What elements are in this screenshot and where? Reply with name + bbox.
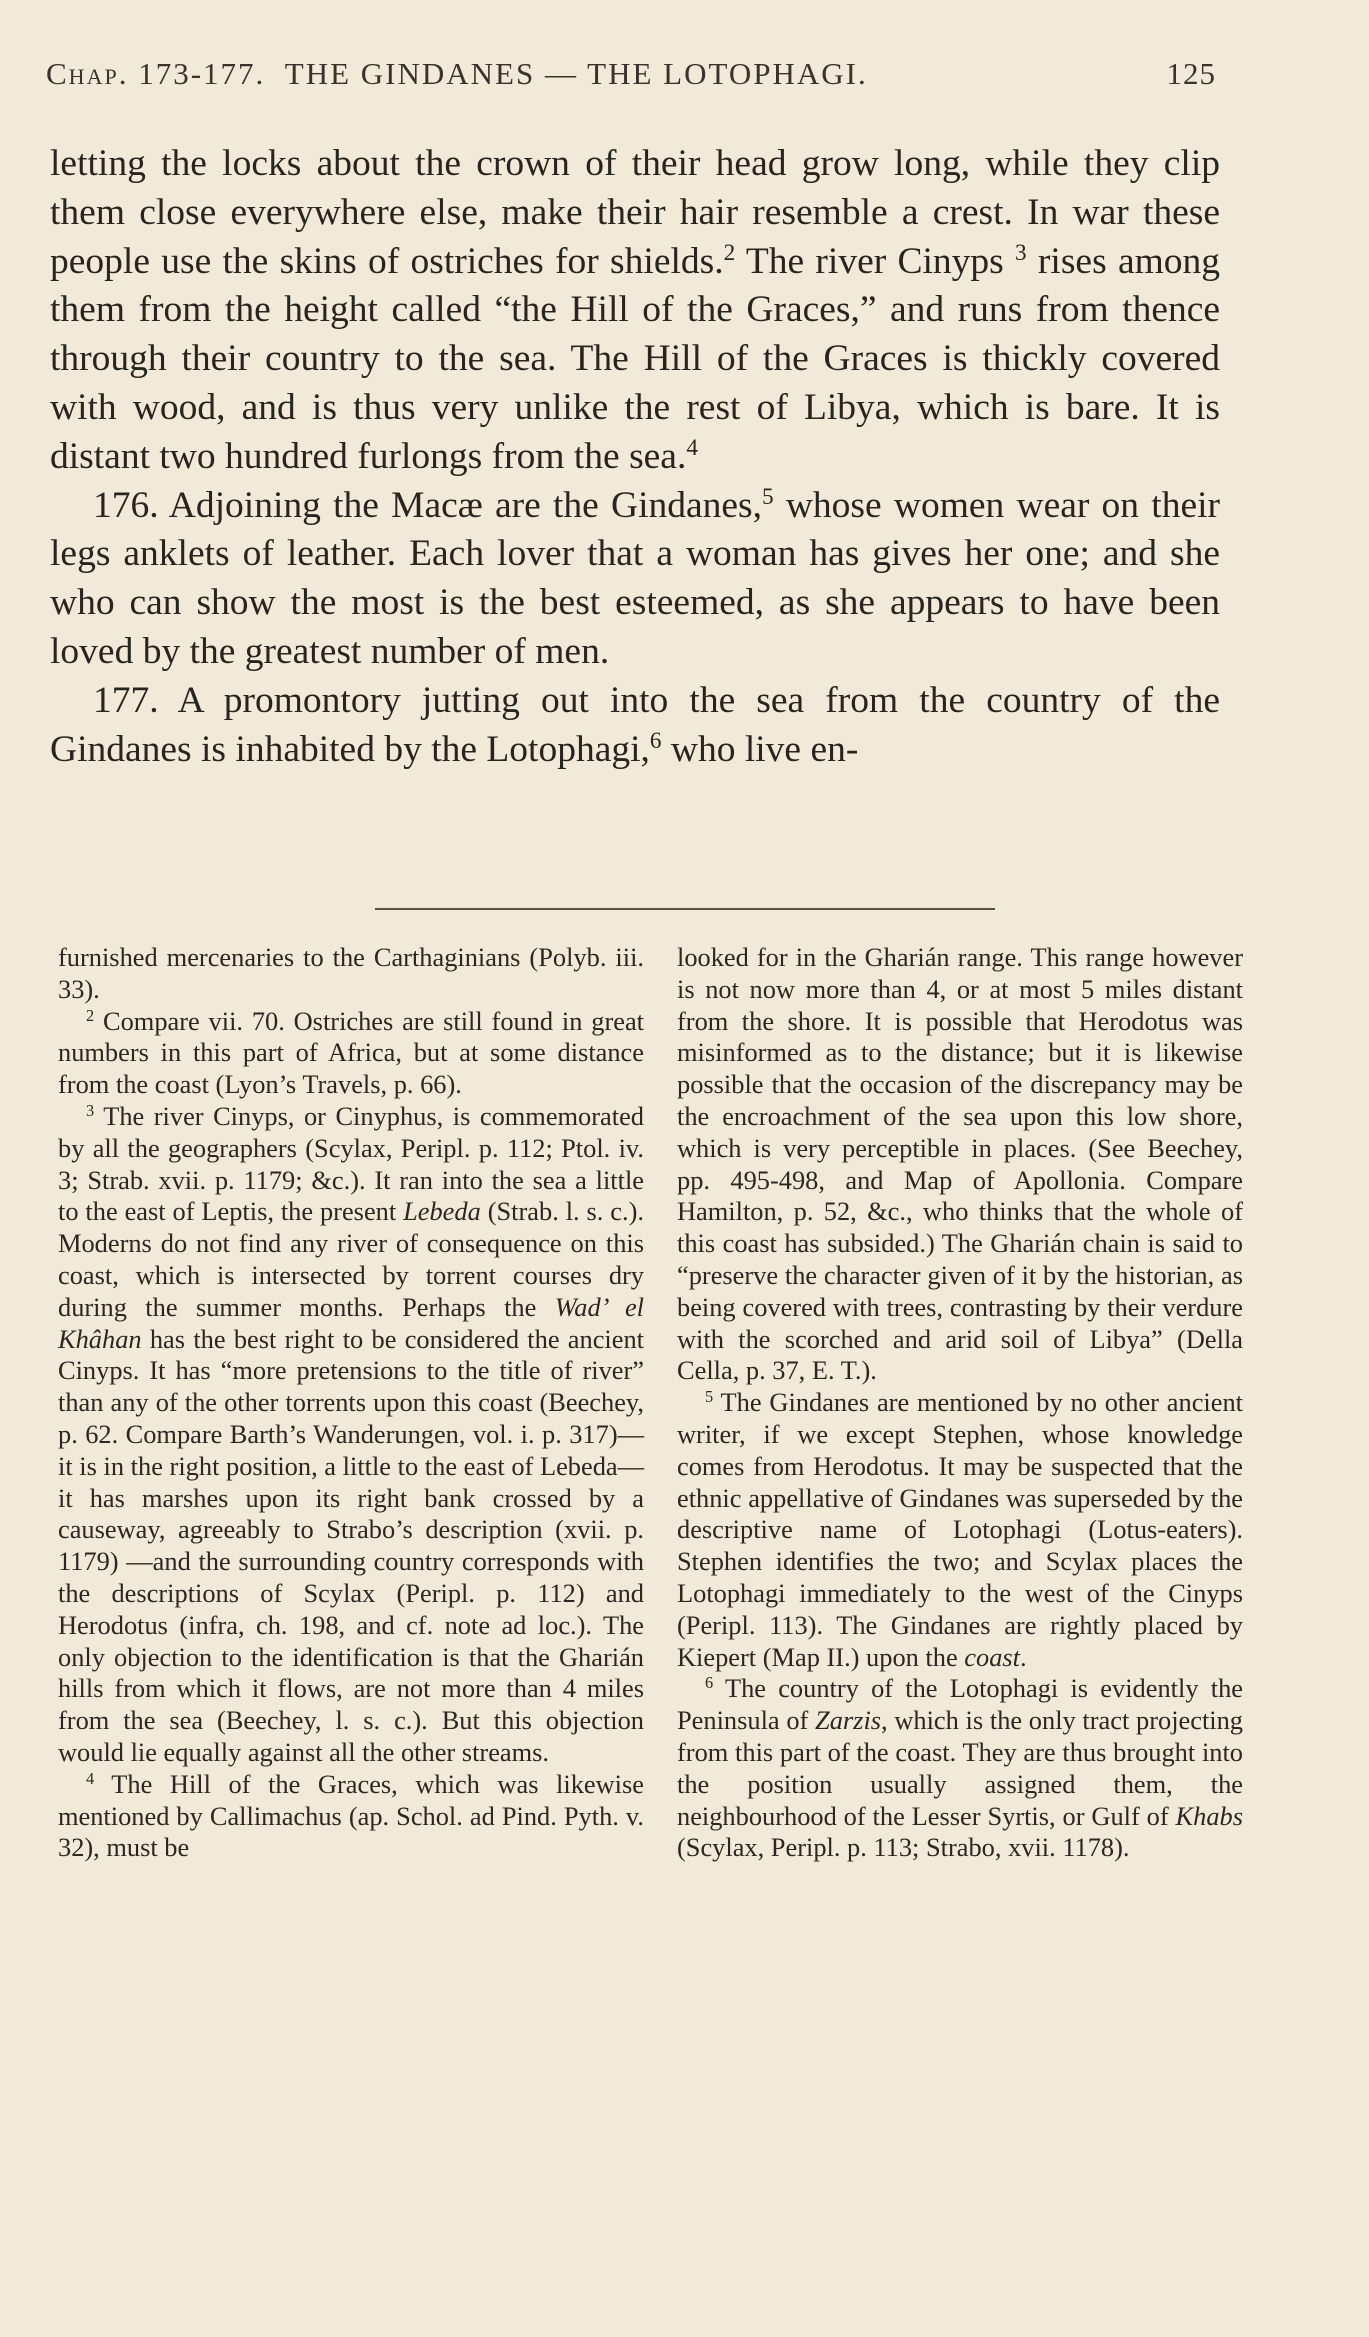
footnote-number: 2 (86, 1005, 95, 1025)
main-text-run: The river Cinyps (735, 240, 1016, 282)
chapter-reference: Chap. 173-177. (46, 56, 266, 91)
main-paragraph-1 (50, 140, 1220, 482)
footnote-number: 4 (86, 1768, 95, 1788)
footnote-text: The Gindanes are mentioned by no other ancient writer, if we except Stephen, whose knowledge comes from Herodotus. It may be suspected that the ethnic appellative of Gindanes was superseded by the descriptive name of Lotophagi (Lotus-eaters). Stephen identifies the two; and Scylax places the Lotophagi immediately to the west of the Cinyps (Peripl. 113). The Gindanes are rightly placed by Kiepert (Map II.) upon the (677, 1387, 1243, 1672)
footnote-text: The river Cinyps, or Cinyphus, is commemorated by all the geographers (Scylax, Peripl. p. 112; Ptol. iv. 3; Strab. xvii. p. 1179; &c.). It ran into the sea a little to the east of Leptis, the present (58, 1100, 644, 1227)
main-text-run: letting the locks about the crown of their head grow long, while they clip them close everywhere else, make their hair resemble a crest. In war these people use the skins of ostriches for shields. (50, 143, 1220, 282)
footnote-divider (375, 908, 995, 910)
main-paragraph-176 (50, 482, 1220, 677)
footnote-continuation: furnished mercenaries to the Carthaginians (Polyb. iii. 33). (58, 942, 644, 1004)
footnote-text: Compare vii. 70. Ostriches are still found in great numbers in this part of Africa, but at some distance from the coast (Lyon’s Travels, p. 66). (58, 1005, 644, 1100)
footnote-italic: Zarzis (815, 1705, 882, 1736)
footnote-4 (58, 1769, 644, 1864)
footnote-2 (58, 1006, 644, 1101)
footnote-continuation: looked for in the Gharián range. This range however is not now more than 4, or at most 5 miles distant from the shore. It is possible that Herodotus was misinformed as to the distance; but it is likewise possible that the occasion of the discrepancy may be the encroachment of the sea upon this low shore, which is very perceptible in places. (See Beechey, pp. 495-498, and Map of Apollonia. Compare Hamilton, p. 52, &c., who thinks that the whole of this coast has subsided.) The Gharián chain is said to “preserve the character given of it by the historian, as being covered with trees, contrasting by their verdure with the scorched and arid soil of Libya” (Della Cella, p. 37, E. T.). (677, 942, 1243, 1386)
footnote-ref: 2 (723, 239, 736, 266)
footnote-6 (677, 1673, 1243, 1864)
footnote-number: 6 (705, 1673, 714, 1693)
footnote-italic: Wad’ el Khâhan (58, 1291, 645, 1354)
page-number: 125 (1166, 56, 1216, 91)
footnote-text: (Scylax, Peripl. p. 113; Strabo, xvii. 1178). (677, 1832, 1130, 1863)
main-text-run: rises among them from the height called “the Hill of the Graces,” and runs from thence through their country to the sea. The Hill of the Graces is thickly covered with wood, and is thus very unlike the rest of Libya, which is bare. It is distant two hundred furlongs from the sea. (50, 240, 1221, 477)
footnote-ref: 4 (686, 435, 698, 461)
footnote-number: 5 (705, 1387, 714, 1407)
main-text-run: 176. Adjoining the Macæ are the Gindanes, (93, 484, 762, 526)
footnotes-left-column (58, 942, 644, 1864)
main-text-run: whose women wear on their legs anklets of leather. Each lover that a woman has gives her one; and she who can show the most is the best esteemed, as she appears to have been loved by the greatest number of men. (50, 484, 1220, 672)
running-title: THE GINDANES — THE LOTOPHAGI. (284, 56, 868, 91)
footnote-text: (Strab. l. s. c.). Moderns do not find any river of consequence on this coast, which is intersected by torrent courses dry during the summer months. Perhaps the (58, 1196, 644, 1322)
footnote-3 (58, 1101, 644, 1769)
footnote-italic: Lebeda (403, 1196, 481, 1227)
footnote-italic: coast (964, 1641, 1020, 1672)
footnote-text: The Hill of the Graces, which was likewise mentioned by Callimachus (ap. Schol. ad Pind. Pyth. v. 32), must be (58, 1768, 644, 1863)
footnote-number: 3 (86, 1100, 95, 1120)
footnotes-right-column (677, 942, 1243, 1864)
main-text-run: 177. A promontory jutting out into the sea from the country of the Gindanes is inhabited by the Lotophagi, (50, 679, 1220, 770)
main-text-run: who live en- (661, 728, 859, 770)
footnote-text: . (1020, 1641, 1027, 1672)
running-header (46, 56, 1216, 106)
footnote-text: has the best right to be considered the ancient Cinyps. It has “more pretensions to the title of river” than any of the other torrents upon this coast (Beechey, p. 62. Compare Barth’s Wanderungen, vol. i. p. 317)—it is in the right position, a little to the east of Lebeda—it has marshes upon its right bank crossed by a causeway, agreeably to Strabo’s description (xvii. p. 1179) —and the surrounding country corresponds with the descriptions of Scylax (Peripl. p. 112) and Herodotus (infra, ch. 198, and cf. note ad loc.). The only objection to the identification is that the Gharián hills from which it flows, are not more than 4 miles from the sea (Beechey, l. s. c.). But this objection would lie equally against all the other streams. (58, 1323, 644, 1767)
footnote-ref: 6 (649, 727, 662, 754)
footnote-text: , which is the only tract projecting from this part of the coast. They are thus brought into the position usually assigned them, the neighbourhood of the Lesser Syrtis, or Gulf of (677, 1705, 1244, 1831)
footnote-ref: 3 (1015, 239, 1027, 266)
footnote-text: The country of the Lotophagi is evidently the Peninsula of (677, 1673, 1243, 1736)
footnote-ref: 5 (762, 483, 774, 510)
main-paragraph-177 (50, 677, 1220, 775)
footnote-5 (677, 1387, 1243, 1673)
header-chapter-title (46, 56, 868, 92)
footnote-italic: Khabs (1175, 1800, 1243, 1831)
main-text (50, 140, 1220, 774)
